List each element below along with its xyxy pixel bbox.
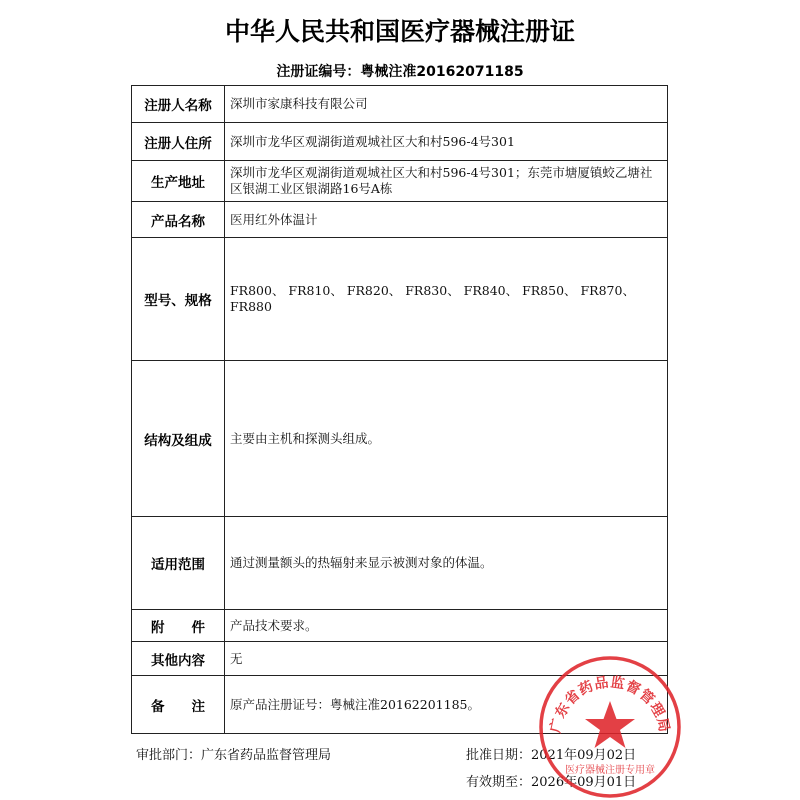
row-value-production-address: 深圳市龙华区观湖街道观城社区大和村596-4号301；东莞市塘厦镇蛟乙塘社区银湖工业区银湖路16号A栋 [225,161,668,202]
table-row [132,123,668,161]
table-row [132,610,668,642]
registration-table [131,85,668,734]
approval-authority: 审批部门：广东省药品监督管理局 [136,748,332,763]
table-row [132,86,668,123]
table-row [132,202,668,238]
official-seal-icon [538,655,682,799]
row-value-scope: 通过测量额头的热辐射来显示被测对象的体温。 [225,517,668,610]
seal-arc-text: 广东省药品监督管理局 [547,674,673,735]
approval-date: 批准日期：2021年09月02日 [466,748,637,763]
row-value-model-spec: FR800、 FR810、 FR820、 FR830、 FR840、 FR850、 FR870、 FR880 [225,238,668,361]
row-label-remarks: 备 注 [132,676,225,734]
table-row [132,517,668,610]
table-row [132,238,668,361]
row-label-registrant-name: 注册人名称 [132,86,225,123]
seal-bottom-text: 医疗器械注册专用章 [565,765,655,776]
row-value-other: 无 [225,642,668,676]
table-row [132,161,668,202]
row-label-model-spec: 型号、规格 [132,238,225,361]
certificate-title: 中华人民共和国医疗器械注册证 [224,17,575,46]
certificate-number: 注册证编号：粤械注准20162071185 [276,64,524,80]
row-value-registrant-address: 深圳市龙华区观湖街道观城社区大和村596-4号301 [225,123,668,161]
row-value-registrant-name: 深圳市家康科技有限公司 [225,86,668,123]
row-label-production-address: 生产地址 [132,161,225,202]
valid-until-date: 有效期至：2026年09月01日 [466,775,637,790]
row-value-accessories: 产品技术要求。 [225,610,668,642]
table-row [132,361,668,517]
row-value-product-name: 医用红外体温计 [225,202,668,238]
row-label-product-name: 产品名称 [132,202,225,238]
row-label-accessories: 附 件 [132,610,225,642]
row-label-other: 其他内容 [132,642,225,676]
row-label-registrant-address: 注册人住所 [132,123,225,161]
row-value-remarks: 原产品注册证号：粤械注准20162201185。 [225,676,668,734]
row-label-scope: 适用范围 [132,517,225,610]
row-label-structure: 结构及组成 [132,361,225,517]
row-value-structure: 主要由主机和探测头组成。 [225,361,668,517]
